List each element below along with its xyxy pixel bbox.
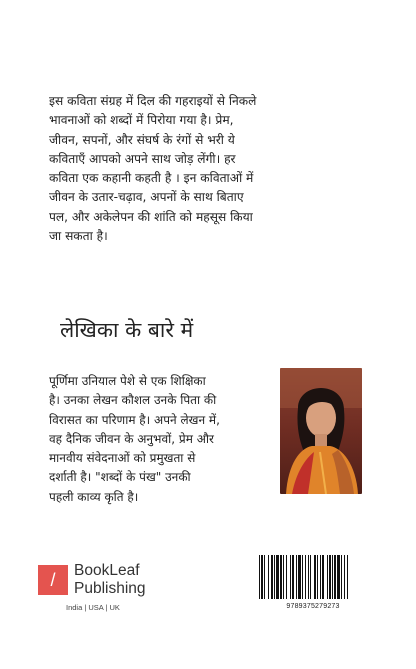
barcode-bar [271, 555, 273, 599]
barcode-bar [292, 555, 294, 599]
author-bio [49, 372, 271, 507]
back-cover-blurb [49, 92, 379, 246]
barcode-bars [255, 551, 371, 603]
barcode-bar [327, 555, 328, 599]
publisher-logo [38, 562, 188, 615]
about-author-heading: लेखिका के बारे में [60, 318, 194, 342]
barcode-bar [286, 555, 287, 599]
bio-line: है। उनका लेखन कौशल उनके पिता की [49, 393, 217, 408]
bio-line: विरासत का परिणाम है। अपने लेखन में, [49, 412, 220, 427]
barcode-bar [259, 555, 260, 599]
barcode-bar [329, 555, 331, 599]
barcode-bar [276, 555, 279, 599]
barcode-bar [347, 555, 348, 599]
barcode-bar [305, 555, 306, 599]
blurb-line: जीवन, सपनों, और संघर्ष के रंगों से भरी ये [49, 132, 235, 147]
barcode-bar [261, 555, 263, 599]
barcode-bar [332, 555, 333, 599]
blurb-line: कविता एक कहानी कहती है । इन कविताओं में [49, 171, 254, 186]
bio-line: दर्शाती है। "शब्दों के पंख" उनकी [49, 470, 191, 485]
barcode-bar [310, 555, 311, 599]
barcode-bar [264, 555, 265, 599]
barcode-bar [268, 555, 269, 599]
barcode-bar [341, 555, 342, 599]
bio-line: पहली काव्य कृति है। [49, 489, 139, 504]
bio-line: पूर्णिमा उनियाल पेशे से एक शिक्षिका [49, 374, 206, 388]
publisher-name [74, 562, 146, 598]
isbn-number: 9789375279273 [286, 603, 340, 610]
publisher-name-line2: Publishing [74, 580, 146, 597]
barcode-bar [337, 555, 340, 599]
barcode-bar [298, 555, 301, 599]
blurb-line: भावनाओं को शब्दों में पिरोया गया है। प्रेम, [49, 113, 234, 128]
publisher-mark-glyph: / [50, 569, 56, 590]
author-photo [280, 368, 362, 494]
barcode-bar [280, 555, 282, 599]
bio-line: मानवीय संवेदनाओं को प्रमुखता से [49, 451, 196, 466]
isbn-barcode [255, 551, 371, 617]
barcode-bar [296, 555, 297, 599]
barcode-bar [322, 555, 324, 599]
blurb-line: जीवन के उतार-चढ़ाव, अपनों के साथ बिताए [49, 190, 244, 205]
publisher-regions: India | USA | UK [66, 603, 120, 612]
barcode-bar [283, 555, 284, 599]
blurb-line: जा सकता है। [49, 229, 108, 244]
barcode-bar [344, 555, 345, 599]
barcode-bar [290, 555, 291, 599]
blurb-line: इस कविता संग्रह में दिल की गहराइयों से निकले [49, 94, 257, 108]
barcode-bar [317, 555, 318, 599]
publisher-name-line1: BookLeaf [74, 562, 140, 579]
bio-line: वह दैनिक जीवन के अनुभवों, प्रेम और [49, 431, 214, 446]
barcode-bar [314, 555, 316, 599]
publisher-slash-icon [38, 565, 68, 595]
blurb-line: कविताएँ आपको अपने साथ जोड़ लेंगी। हर [49, 151, 236, 166]
barcode-bar [308, 555, 309, 599]
author-portrait-image [280, 368, 362, 494]
barcode-bar [334, 555, 336, 599]
barcode-bar [274, 555, 275, 599]
barcode-bar [302, 555, 303, 599]
barcode-bar [320, 555, 321, 599]
blurb-line: पल, और अकेलेपन की शांति को महसूस किया [49, 209, 253, 224]
